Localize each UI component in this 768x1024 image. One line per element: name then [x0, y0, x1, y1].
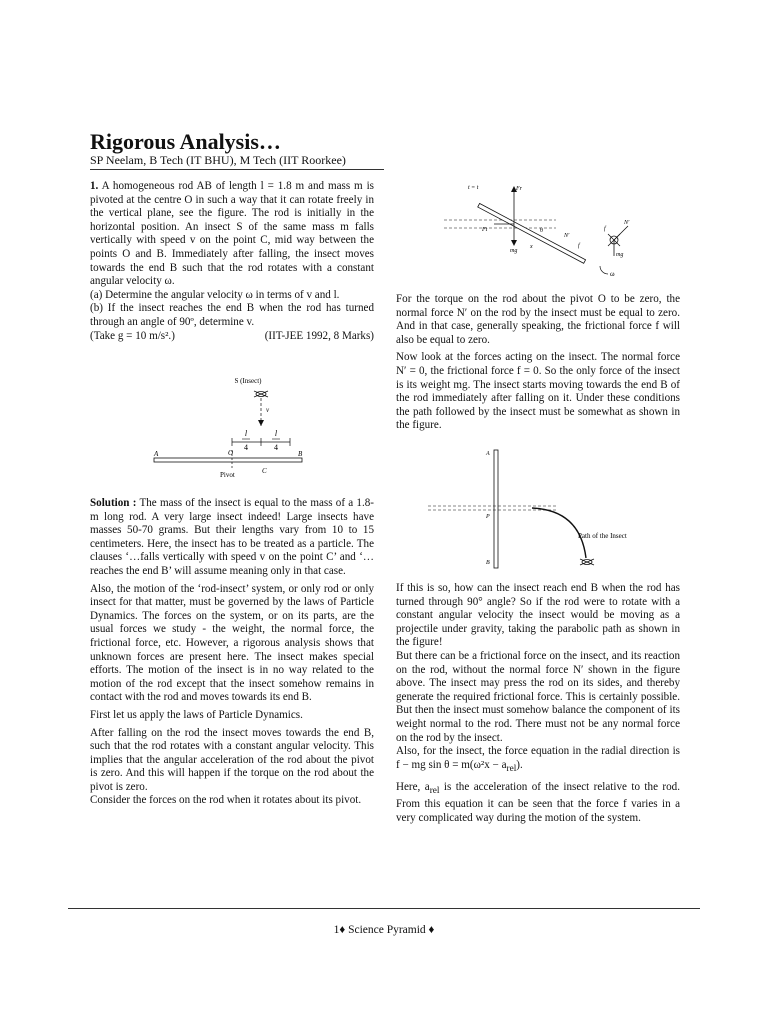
- tilted-rod: [478, 203, 586, 263]
- right-p6: [396, 781, 680, 826]
- problem-source: (IIT-JEE 1992, 8 Marks): [264, 329, 374, 342]
- fig2-Fr: Fr: [516, 186, 522, 192]
- solution-p3: First let us apply the laws of Particle Dynamics.: [90, 708, 303, 721]
- problem-part-b: (b) If the insect reaches the end B when the rod has turned through an angle of 90º, determine v.: [90, 302, 374, 328]
- fig1-C: C: [262, 467, 267, 475]
- fig1-l-left: l: [244, 429, 248, 438]
- fig2-x: x: [530, 244, 533, 250]
- right-p1: For the torque on the rod about the pivot O to be zero, the normal force N′ on the rod by the insect must be equal to zero. And in that case, generally speaking, the frictional force f will also be equal to zero.: [396, 293, 680, 346]
- solution-p1-text: The mass of the insect is equal to the mass of a 1.8-m long rod. A very large insect indeed! Large insects have masses 50-70 grams. But their lengths vary from 10 to 15 centimeters. Here, the insect has to be treated as a particle. The clauses ‘…falls vertically with speed v on the point C’ and ‘…reaches the end B’ will assume meaning only in that case.: [90, 497, 374, 577]
- author-line: SP Neelam, B Tech (IT BHU), M Tech (IIT Roorkee): [90, 153, 346, 167]
- fig1-insect-label: S (Insect): [234, 377, 262, 385]
- fig2-Ft: Ft: [482, 227, 488, 233]
- right-p6-b: is the acceleration of the insect relative to the rod. From this equation it can be seen that the force f varies in a very complicated way during the motion of the system.: [396, 780, 680, 824]
- fig2-Nprime-rod: N′: [564, 233, 570, 239]
- footer-divider: [68, 908, 700, 909]
- given-g: (Take g = 10 m/s².): [90, 329, 175, 342]
- page-title: Rigorous Analysis…: [90, 129, 281, 154]
- solution-block: [90, 497, 374, 808]
- fig2-omega: ω: [610, 270, 615, 278]
- solution-p5: Consider the forces on the rod when it rotates about its pivot.: [90, 794, 362, 807]
- insect-icon-3: [580, 559, 594, 565]
- right-p6-a: Here, a: [396, 780, 430, 793]
- fig1-pivot: Pivot: [220, 471, 235, 479]
- problem-statement: [90, 180, 374, 289]
- problem-part-a: (a) Determine the angular velocity ω in terms of v and l.: [90, 288, 340, 301]
- figure-forces-rod: [436, 180, 656, 280]
- fig2-f-insect: f: [604, 226, 606, 232]
- fig2-theta: θ: [540, 228, 543, 234]
- solution-p4: After falling on the rod the insect moves towards the end B, such that the rod rotates with a constant angular velocity. This implies that the angular acceleration of the rod about the pivot is zero. And this will happen if the torque on the rod about the pivot is zero.: [90, 726, 374, 793]
- figure-rod-insect: [148, 374, 318, 484]
- fig2-mg-rod: mg: [510, 248, 518, 254]
- problem-given: [90, 330, 374, 344]
- fig3-P: P: [486, 514, 490, 520]
- right-column-bottom: [396, 582, 680, 826]
- fig3-path-label: Path of the Insect: [578, 532, 627, 540]
- fig1-l-right: l: [274, 429, 278, 438]
- fig2-f-rod: f: [578, 243, 580, 249]
- solution-p2: Also, the motion of the ‘rod-insect’ system, or only rod or only insect for that matter, must be governed by the laws of Particle Dynamics. The forces on the system, or on its parts, are the usual forces we study - the weight, the normal force, the frictional force, etc. However, a rigorous analysis shows that unknown forces are present here. The insect makes special efforts. The motion of the insect is in no way related to the motion of the rod except that the insect somehow remains in contact with the rod and moves towards its end B.: [90, 582, 374, 704]
- solution-heading: Solution :: [90, 497, 137, 509]
- problem-text: A homogeneous rod AB of length l = 1.8 m and mass m is pivoted at the centre O in such a way that it can rotate freely in the vertical plane, see the figure. The rod is initially in the horizontal position. An insect S of the same mass m falls vertically with speed v on the point C, mid way between the points O and B. Immediately after falling, the insect moves towards the end B such that the rod rotates with a constant angular velocity ω.: [90, 180, 374, 288]
- right-p5: [396, 745, 680, 776]
- right-p5-end: ).: [516, 758, 523, 771]
- right-p5-text: Also, for the insect, the force equation in the radial direction is f − mg sin θ = m(ω²x − a: [396, 745, 680, 771]
- problem-block: [90, 180, 374, 343]
- fig3-B: B: [486, 560, 490, 566]
- right-p5-sub: rel: [506, 763, 517, 774]
- right-p3: If this is so, how can the insect reach end B when the rod has turned through 90° angle? So if the rod were to rotate with a constant angular velocity the insect would be moving as a projectile under gravity, taking the parabolic path as shown in the figure!: [396, 582, 680, 649]
- fig1-four-right: 4: [274, 443, 278, 452]
- problem-number: 1.: [90, 180, 99, 192]
- fig2-mg-insect: mg: [616, 252, 624, 258]
- fig3-A: A: [486, 451, 490, 457]
- fig1-velocity: v: [266, 406, 270, 414]
- fig2-t: t = t: [468, 185, 479, 191]
- rod: [154, 458, 302, 462]
- fig1-O: O: [228, 449, 234, 457]
- insect-icon: [254, 391, 268, 397]
- right-p2: Now look at the forces acting on the insect. The normal force N′ = 0, the frictional force f = 0. So the only force of the insect is its weight mg. The insect starts moving towards the end B of the rod immediately after falling on it. Under these conditions the path followed by the insect must be somewhat as shown in the figure.: [396, 351, 680, 432]
- right-p6-sub: rel: [429, 785, 440, 796]
- vertical-rod: [494, 450, 498, 568]
- solution-p1: [90, 497, 374, 579]
- figure-insect-path: [420, 446, 650, 576]
- fig1-B: B: [298, 450, 303, 458]
- fig2-Nprime-insect: N′: [624, 220, 630, 226]
- fig1-A: A: [154, 450, 159, 458]
- title-divider: [90, 169, 384, 170]
- right-column-top: [396, 293, 680, 433]
- right-p4: But there can be a frictional force on the insect, and its reaction on the rod, without the normal force N′ shown in the figure above. The insect may press the rod on its sides, and thereby generate the required frictional force. This is certainly possible. But then the insect must somehow balance the component of its weight normal to the rod. There must not be any normal force on the rod by the insect.: [396, 649, 680, 744]
- page-footer: 1♦ Science Pyramid ♦: [333, 924, 435, 936]
- fig1-four-left: 4: [244, 443, 248, 452]
